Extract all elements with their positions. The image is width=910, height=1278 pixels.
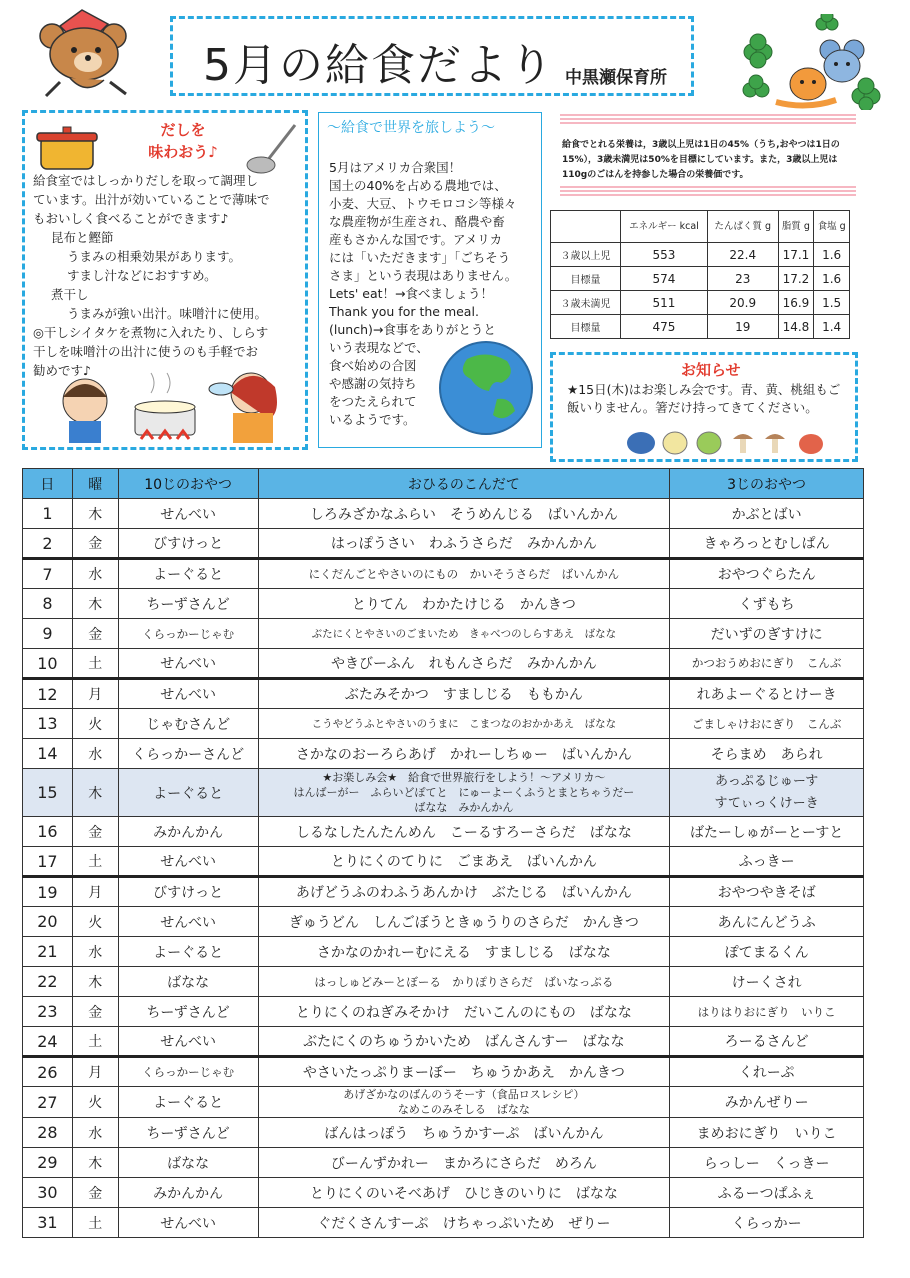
decorative-stripe-bottom [560, 186, 856, 198]
nutrition-header-salt: 食塩 g [814, 211, 850, 243]
notice-panel [550, 352, 858, 462]
menu-row: 8 木 ちーずさんど とりてん わかたけじる かんきつ くずもち [23, 589, 864, 619]
mouse-clover-illustration [736, 14, 886, 110]
nutrition-header-energy: エネルギー kcal [621, 211, 708, 243]
menu-row-event: 15 木 よーぐると ★お楽しみ会★ 給食で世界旅行をしよう！～アメリカ～ はんばーがー ふらいどぽてと にゅーよーくふうとまとちゃうだー ばなな みかんかん あっぷるじゅーす すてぃっくけーき [23, 769, 864, 817]
menu-row: 26 月 くらっかーじゃむ やさいたっぷりまーぼー ちゅうかあえ かんきつ くれーぷ [23, 1057, 864, 1087]
menu-row: 24 土 せんべい ぶたにくのちゅうかいため ばんさんすー ばなな ろーるさんど [23, 1027, 864, 1057]
menu-row: 10 土 せんべい やきびーふん れもんさらだ みかんかん かつおうめおにぎり こんぶ [23, 649, 864, 679]
newsletter-title-box [170, 16, 694, 96]
menu-header-row [23, 469, 864, 499]
nutrition-header-fat: 脂質 g [778, 211, 814, 243]
menu-header-afternoon-snack: 3じのおやつ [670, 469, 864, 499]
notice-title: お知らせ [681, 361, 741, 379]
menu-row: 31 土 せんべい ぐだくさんすーぷ けちゃっぷいため ぜりー くらっかー [23, 1208, 864, 1238]
menu-row: 9 金 くらっかーじゃむ ぶたにくとやさいのごまいため きゃべつのしらすあえ ばなな だいずのぎすけに [23, 619, 864, 649]
monthly-menu-table [22, 468, 864, 1238]
menu-row: 19 月 びすけっと あげどうふのわふうあんかけ ぶたじる ばいんかん おやつやきそば [23, 877, 864, 907]
menu-row: 13 火 じゃむさんど こうやどうふとやさいのうまに こまつなのおかかあえ ばなな ごましゃけおにぎり こんぶ [23, 709, 864, 739]
menu-header-weekday: 曜 [72, 469, 118, 499]
nutrition-row: 目標量 574 23 17.2 1.6 [551, 267, 850, 291]
menu-row: 16 金 みかんかん しるなしたんたんめん こーるすろーさらだ ばなな ばたーしゅがーとーすと [23, 817, 864, 847]
notice-text: ★15日(木)はお楽しみ会です。青、黄、桃組もご飯いりません。箸だけ持ってきてください。 [567, 382, 841, 415]
vegetable-characters-illustration [625, 427, 835, 457]
dashi-title: だしを 味わおう♪ [148, 121, 218, 161]
nutrition-note: 給食でとれる栄養は，3歳以上児は1日の45%（うち,おやつは1日の15%），3歳未満児は50%を目標にしています。また，3歳以上児は110gのごはんを持参した場合の栄養価です。 [562, 140, 840, 180]
menu-row: 7 水 よーぐると にくだんごとやさいのにもの かいそうさらだ ばいんかん おやつぐらたん [23, 559, 864, 589]
menu-row: 17 土 せんべい とりにくのてりに ごまあえ ばいんかん ふっきー [23, 847, 864, 877]
menu-row: 28 水 ちーずさんど ばんはっぽう ちゅうかすーぷ ばいんかん まめおにぎり いりこ [23, 1118, 864, 1148]
nutrition-header-protein: たんぱく質 g [707, 211, 778, 243]
menu-header-lunch: おひるのこんだて [258, 469, 670, 499]
nutrition-row: ３歳以上児 553 22.4 17.1 1.6 [551, 243, 850, 267]
nutrition-header-blank [551, 211, 621, 243]
dashi-panel [22, 110, 308, 450]
cooking-kids-illustration [55, 363, 295, 445]
menu-row: 21 水 よーぐると さかなのかれーむにえる すましじる ばなな ぽてまるくん [23, 937, 864, 967]
nutrition-row: 目標量 475 19 14.8 1.4 [551, 315, 850, 339]
travel-text: 5月はアメリカ合衆国！ 国土の40%を占める農地では、 小麦、大豆、トウモロコシ等様々 な農産物が生産され、酪農や畜 産もさかんな国です。アメリカ には「いただきます」「ごちそう さま」という表現はありません。 Lets' eat！→食べましょう！ Thank you for the meal. (lunch)→食事をありがとうと いう表現などで、 食べ始めの合図 や感謝の気持ち をつたえられて いるようです。 [329, 160, 518, 427]
menu-row: 29 木 ばなな びーんずかれー まかろにさらだ めろん らっしー くっきー [23, 1148, 864, 1178]
nursery-name: 中黒瀬保育所 [565, 68, 667, 88]
menu-row: 20 火 せんべい ぎゅうどん しんごぼうときゅうりのさらだ かんきつ あんにんどうふ [23, 907, 864, 937]
pot-icon [35, 123, 105, 173]
dashi-text: 給食室ではしっかりだしを取って調理し ています。出汁が効いていることで薄味で もおいしく食べることができます♪ 昆布と鰹節 うまみの相乗効果があります。 すまし汁などにおすすめ。 煮干し うまみが強い出汁。味噌汁に使用。 ◎干しシイタケを煮物に入れたり、しらす 干しを味噌汁の出汁に使うのも手軽でお 勧めです♪ [33, 173, 270, 378]
menu-header-day: 日 [23, 469, 73, 499]
travel-title: ～給食で世界を旅しよう～ [327, 120, 495, 136]
menu-row: 27 火 よーぐると あげざかなのばんのうそーす（食品ロスレシピ） なめこのみそしる ばなな みかんぜりー [23, 1087, 864, 1118]
menu-row: 22 木 ばなな はっしゅどみーとぼーる かりぽりさらだ ばいなっぷる けーくされ [23, 967, 864, 997]
menu-header-morning-snack: 10じのおやつ [118, 469, 258, 499]
world-travel-panel [318, 112, 542, 448]
menu-row: 2 金 びすけっと はっぽうさい わふうさらだ みかんかん きゃろっとむしぱん [23, 529, 864, 559]
nutrition-row: ３歳未満児 511 20.9 16.9 1.5 [551, 291, 850, 315]
nutrition-table [550, 210, 850, 339]
bear-mascot-illustration [30, 6, 140, 102]
ladle-icon [245, 121, 305, 177]
nutrition-header-row [551, 211, 850, 243]
globe-icon [437, 339, 535, 437]
menu-row: 23 金 ちーずさんど とりにくのねぎみそかけ だいこんのにもの ばなな はりはりおにぎり いりこ [23, 997, 864, 1027]
page-title: 5月の給食だより [203, 40, 555, 91]
decorative-stripe-top [560, 114, 856, 126]
menu-row: 12 月 せんべい ぶたみそかつ すましじる ももかん れあよーぐるとけーき [23, 679, 864, 709]
menu-row: 1 木 せんべい しろみざかなふらい そうめんじる ばいんかん かぶとばい [23, 499, 864, 529]
menu-row: 30 金 みかんかん とりにくのいそべあげ ひじきのいりに ばなな ふるーつぱふぇ [23, 1178, 864, 1208]
menu-row: 14 水 くらっかーさんど さかなのおーろらあげ かれーしちゅー ばいんかん そらまめ あられ [23, 739, 864, 769]
